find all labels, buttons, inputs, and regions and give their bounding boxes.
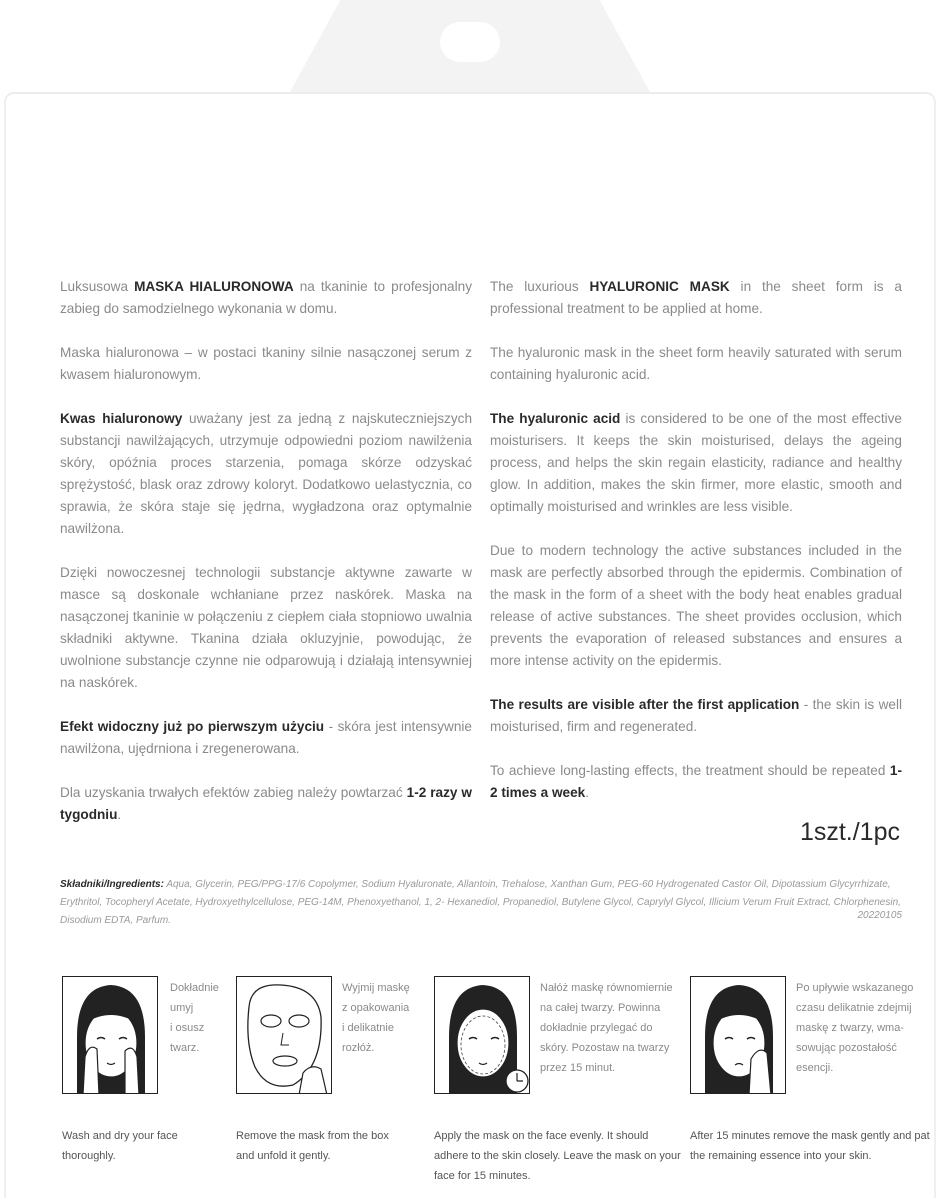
pl-usage: Dla uzyskania trwałych efektów zabieg należy powtarzać 1-2 razy w tygodniu. — [60, 785, 473, 822]
pat-essence-illustration — [690, 976, 786, 1094]
en-mask-desc: The hyaluronic mask in the sheet form heavily saturated with serum containing hyaluronic acid. — [490, 345, 902, 382]
en-usage: To achieve long-lasting effects, the treatment should be repeated 1-2 times a week. — [490, 763, 902, 800]
step-3-pl: Nałóż maskę równomiernie na całej twarzy. Powinna dokładnie przylegać do skóry. Pozostaw na twarzy przez 15 minut. — [540, 982, 673, 1074]
en-intro: The luxurious HYALURONIC MASK in the sheet form is a professional treatment to be applied at home. — [490, 279, 902, 316]
step-1-pl: Dokładnie umyj i osusz twarz. — [170, 982, 219, 1054]
pl-mask-desc: Maska hialuronowa – w postaci tkaniny silnie nasączonej serum z kwasem hialuronowym. — [60, 345, 472, 382]
pl-intro: Luksusowa MASKA HIALURONOWA na tkaninie to profesjonalny zabieg do samodzielnego wykonania w domu. — [60, 279, 472, 316]
en-results: The results are visible after the first application - the skin is well moisturised, firm and regenerated. — [490, 697, 902, 734]
quantity: 1szt./1pc — [799, 818, 900, 846]
pl-acid-desc: Kwas hialuronowy uważany jest za jedną z najskuteczniejszych substancji nawilżających, utrzymuje odpowiedni poziom nawilżenia skóry, opóźnia proces starzenia, pomaga skórze odzyskać sprężystość, blask oraz zdrowy koloryt. Dodatkowo uelastycznia, co sprawia, że skóra staje się jędrna, wygładzona oraz optymalnie nawilżona. — [60, 411, 473, 536]
pl-technology: Dzięki nowoczesnej technologii substancje aktywne zawarte w masce są doskonale wchłaniane przez naskórek. Maska na nasączonej tkaninie w połączeniu z ciepłem ciała stopniowo uwalnia składniki aktywne. Tkanina działa okluzyjnie, powodując, że uwolnione substancje czynne nie odparowują i działają intensywniej na naskórek. — [60, 565, 472, 690]
wash-face-illustration — [62, 976, 158, 1094]
step-1-en: Wash and dry your face thoroughly. — [62, 1130, 178, 1162]
sheet-mask-illustration — [236, 976, 332, 1094]
step-4-en: After 15 minutes remove the mask gently and pat the remaining essence into your skin. — [690, 1130, 930, 1162]
step-4-pl: Po upływie wskazanego czasu delikatnie zdejmij maskę z twarzy, wma- sowując pozostałość esencji. — [796, 982, 914, 1074]
pl-results: Efekt widoczny już po pierwszym użyciu - skóra jest intensywnie nawilżona, ujędrniona i zregenerowana. — [60, 719, 472, 756]
apply-mask-illustration — [434, 976, 530, 1094]
step-2-pl: Wyjmij maskę z opakowania i delikatnie rozłóż. — [342, 982, 410, 1054]
en-acid-desc: The hyaluronic acid is considered to be one of the most effective moisturisers. It keeps the skin moisturised, delays the ageing process, and helps the skin regain elasticity, radiance and healthy glow. In addition, makes the skin firmer, more elastic, smooth and optimally moisturised and wrinkles are less visible. — [490, 411, 902, 514]
hang-hole — [440, 22, 500, 62]
en-technology: Due to modern technology the active substances included in the mask are perfectly absorbed through the epidermis. Combination of the mask in the form of a sheet with the body heat enables gradual release of active substances. The sheet provides occlusion, which prevents the evaporation of released substances and ensures a more intense activity on the epidermis. — [490, 543, 902, 668]
english-description — [490, 276, 902, 826]
step-3-en: Apply the mask on the face evenly. It should adhere to the skin closely. Leave the mask on your face for 15 minutes. — [434, 1130, 681, 1182]
batch-code: 20220105 — [857, 910, 902, 921]
ingredients-list: Składniki/Ingredients: Aqua, Glycerin, PEG/PPG-17/6 Copolymer, Sodium Hyaluronate, Allantoin, Trehalose, Xanthan Gum, PEG-60 Hydrogenated Castor Oil, Dipotassium Glycyrrhizate, Erythritol, Tocopheryl Acetate, Hydroxyethylcellulose, PEG-14M, Phenoxyethanol, 1, 2- Hexanediol, Propanediol, Butylene Glycol, Caprylyl Glycol, Illicium Verum Fruit Extract, Chlorphenesin, Disodium EDTA, Parfum. — [60, 879, 901, 926]
step-2-en: Remove the mask from the box and unfold it gently. — [236, 1130, 389, 1162]
polish-description — [60, 276, 472, 848]
